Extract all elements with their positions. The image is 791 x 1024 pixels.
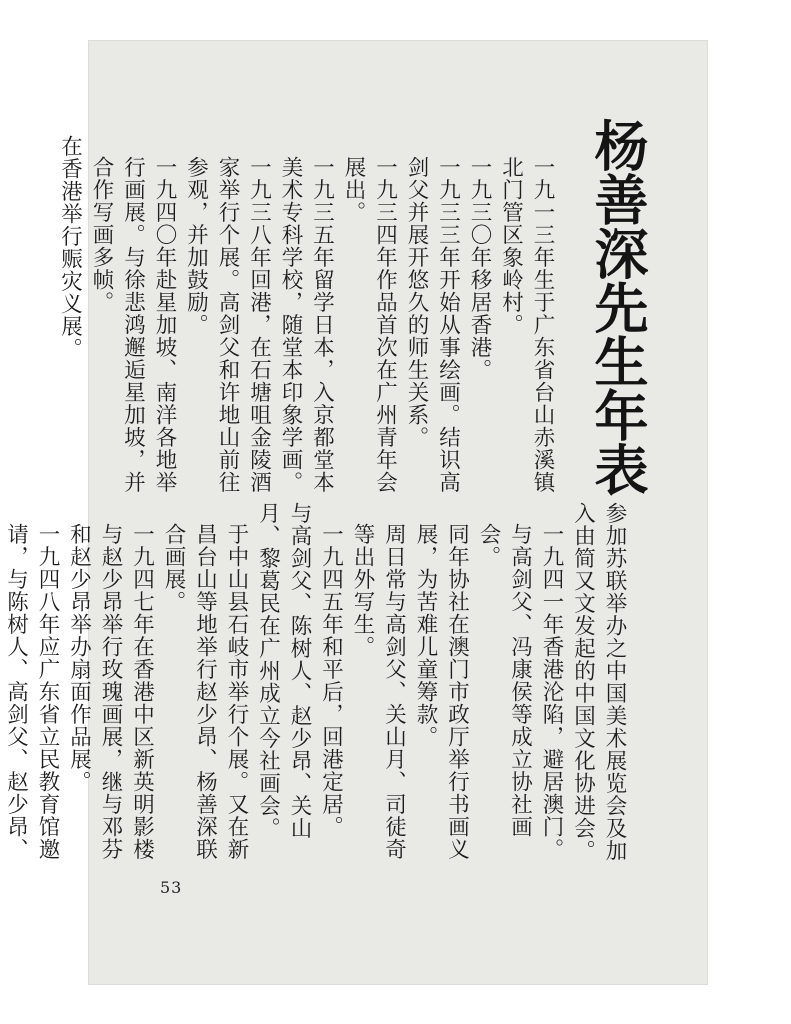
chronology-entry: 一九四七年在香港中区新英明影楼与赵少昂举行玫瑰画展，继与邓芬和赵少昂举办扇面作品展。 <box>66 523 155 861</box>
page-title: 杨善深先生年表 <box>586 118 649 496</box>
book-page <box>3 40 708 985</box>
chronology-entry: 同年协社在澳门市政厅举行书画义展，为苦难儿童筹款。 <box>413 523 470 861</box>
chronology-entry: 一九四〇年赴星加坡、南洋各地举行画展。与徐悲鸿邂逅星加坡，并合作写画多帧。 <box>89 156 177 494</box>
upper-chronology-block <box>57 135 558 510</box>
lower-chronology-block <box>3 502 630 870</box>
chronology-entry: 参加苏联举办之中国美术展览会及加入由简又文发起的中国文化协进会。 <box>570 502 627 862</box>
chronology-entry: 周日常与高剑父、关山月、司徒奇等出外写生。 <box>350 523 407 861</box>
chronology-entry: 一九三八年回港，在石塘咀金陵酒家举行个展。高剑父和许地山前往参观，并加鼓励。 <box>183 156 272 494</box>
chronology-entry: 一九四一年香港沦陷，避居澳门。与高剑父、冯康侯等成立协社画会。 <box>476 523 564 861</box>
chronology-entry: 一九四八年应广东省立民教育馆邀请，与陈树人、高剑父、赵少昂、 <box>3 523 60 861</box>
chronology-entry: 一九三三年开始从事绘画。结识高剑父并展开悠久的师生关系。 <box>404 156 461 494</box>
chronology-entry: 一九三五年留学日本，入京都堂本美术专科学校，随堂本印象学画。 <box>278 156 335 494</box>
page-number: 53 <box>160 878 183 897</box>
chronology-entry: 一九一三年生于广东省台山赤溪镇北门管区象岭村。 <box>498 156 555 494</box>
bleed-through-texture <box>688 158 728 538</box>
chronology-entry: 一九三四年作品首次在广州青年会展出。 <box>341 156 398 494</box>
chronology-entry: 于中山县石岐市举行个展。又在新昌台山等地举行赵少昂、杨善深联合画展。 <box>161 523 249 861</box>
chronology-entry: 一九四五年和平后，回港定居。 <box>318 523 344 838</box>
chronology-entry: 在香港举行赈灾义展。 <box>57 135 83 360</box>
chronology-entry: 与高剑父、陈树人、赵少昂、关山月、黎葛民在广州成立今社画会。 <box>255 502 312 840</box>
chronology-entry: 一九三〇年移居香港。 <box>467 156 492 381</box>
